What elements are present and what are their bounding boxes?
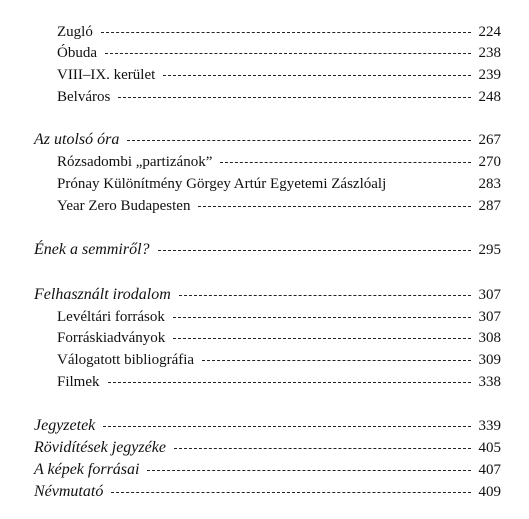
toc-entry-page: 307 (478, 309, 501, 325)
toc-entry-jegyzetek (0, 415, 529, 437)
leader-dots (158, 250, 471, 251)
toc-entry-title: Forráskiadványok (57, 330, 166, 346)
toc-entry-forraskiadvanyok (0, 327, 529, 349)
toc-entry-roviditesek-jegyzeke (0, 437, 529, 459)
toc-entry-page: 405 (478, 440, 501, 456)
toc-entry-year-zero-budapesten (0, 195, 529, 217)
toc-entry-page: 283 (478, 176, 501, 192)
toc-entry-page: 224 (478, 24, 501, 40)
toc-entry-pronay-kulonitmeny (0, 173, 529, 195)
toc-entry-page: 339 (478, 418, 501, 434)
toc-entry-title: Rózsadombi „partizánok” (57, 154, 213, 170)
toc-entry-rozsadombi-partizanok (0, 151, 529, 173)
toc-entry-title: Válogatott bibliográfia (57, 352, 195, 368)
leader-dots (202, 360, 471, 361)
toc-entry-page: 309 (478, 352, 501, 368)
toc-entry-title: Levéltári források (57, 309, 165, 325)
toc-entry-page: 307 (478, 287, 501, 303)
toc-entry-page: 409 (478, 484, 501, 500)
toc-entry-az-utolso-ora (0, 129, 529, 151)
toc-entry-title: A képek forrásai (34, 461, 140, 478)
toc-entry-page: 270 (478, 154, 501, 170)
toc-entry-title: VIII–IX. kerület (57, 67, 156, 83)
toc-entry-page: 238 (478, 45, 501, 61)
leader-dots (198, 206, 471, 207)
toc-entry-title: Zugló (57, 24, 93, 40)
toc-entry-felhasznalt-irodalom (0, 284, 529, 306)
leader-dots (220, 162, 471, 163)
leader-dots (163, 75, 471, 76)
toc-entry-enek-a-semmirol (0, 239, 529, 261)
toc-entry-title: Ének a semmiről? (34, 241, 150, 258)
toc-entry-page: 248 (478, 89, 501, 105)
toc-entry-page: 287 (478, 198, 501, 214)
toc-entry-page: 338 (478, 374, 501, 390)
leader-dots (173, 317, 471, 318)
leader-dots (118, 97, 471, 98)
toc-entry-page: 308 (478, 330, 501, 346)
toc-entry-obuda (0, 42, 529, 64)
leader-dots (101, 32, 471, 33)
toc-entry-title: Jegyzetek (34, 417, 96, 434)
toc-entry-title: Belváros (57, 89, 111, 105)
leader-dots (174, 448, 471, 449)
leader-dots (127, 140, 471, 141)
toc-entry-page: 295 (478, 242, 501, 258)
leader-dots (108, 382, 471, 383)
toc-entry-nevmutato (0, 481, 529, 503)
toc-entry-belvaros (0, 86, 529, 108)
toc-entry-title: Filmek (57, 374, 100, 390)
toc-entry-leveltari-forrasok (0, 306, 529, 328)
toc-entry-title: Rövidítések jegyzéke (34, 439, 166, 456)
toc-entry-title: Óbuda (57, 45, 97, 61)
toc-entry-page: 407 (478, 462, 501, 478)
leader-dots (179, 295, 471, 296)
toc-entry-valogatott-bibliografia (0, 349, 529, 371)
toc-entry-a-kepek-forrasai (0, 459, 529, 481)
leader-dots (147, 470, 471, 471)
leader-dots (105, 53, 471, 54)
toc-entry-title: Prónay Különítmény Görgey Artúr Egyetemi Zászlóalj (57, 176, 387, 192)
toc-entry-zuglo (0, 21, 529, 43)
leader-dots (103, 426, 471, 427)
toc-entry-page: 267 (478, 132, 501, 148)
toc-entry-title: Az utolsó óra (34, 131, 120, 148)
leader-dots (173, 338, 471, 339)
toc-entry-viii-ix-kerulet (0, 64, 529, 86)
toc-entry-title: Felhasznált irodalom (34, 286, 171, 303)
toc-entry-title: Year Zero Budapesten (57, 198, 191, 214)
leader-dots (111, 492, 471, 493)
toc-entry-page: 239 (478, 67, 501, 83)
toc-entry-filmek (0, 371, 529, 393)
toc-entry-title: Névmutató (34, 483, 104, 500)
